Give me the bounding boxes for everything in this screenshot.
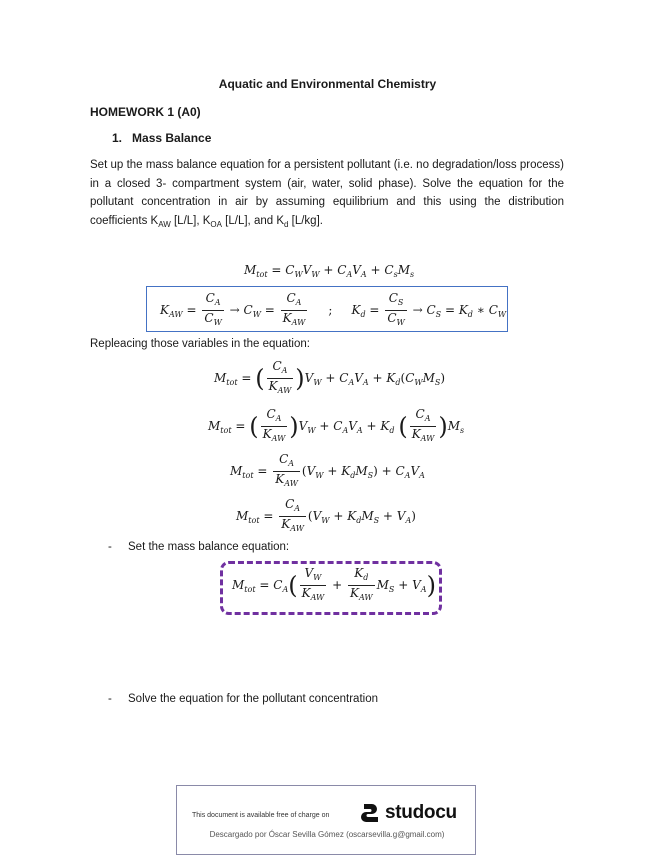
sub-aw: AW <box>158 219 171 229</box>
download-credit: Descargado por Óscar Sevilla Gómez (oscarsevilla.g@gmail.com) <box>209 830 445 839</box>
equation-step-3: $M_{tot}$ = $\frac{C_A}{K_{AW}}$ $(V_W + K_dM_S) + C_AV_A$ <box>230 452 425 488</box>
bullet-dash: - <box>108 541 112 553</box>
equation-step-4: $M_{tot}$ = $\frac{C_A}{K_{AW}}$ $(V_W + K_dM_S + V_A)$ <box>236 497 416 533</box>
equation-total-mass: $M_{tot} = C_WV_W + C_AV_A + C_sM_s$ <box>244 263 415 279</box>
equation-final: $M_{tot} = C_A$( $\frac{V_W}{K_{AW}}$ + $\frac{K_d}{K_{AW}}$ $M_S + V_A$) <box>232 566 436 602</box>
unit-text: [L/L], and K <box>221 214 284 227</box>
problem-statement <box>90 156 564 234</box>
equation-step-2: $M_{tot}$ = ( $\frac{C_A}{K_{AW}}$ )$V_W + C_AV_A + K_d$ ( $\frac{C_A}{K_{AW}}$ )$M_s$ <box>208 407 465 443</box>
section-title: Mass Balance <box>132 131 212 145</box>
section-number: 1. <box>112 131 123 145</box>
studocu-logo-icon <box>358 801 382 825</box>
bullet-mass-balance: Set the mass balance equation: <box>128 541 290 553</box>
studocu-logo-text: studocu <box>385 802 457 823</box>
bullet-dash: - <box>108 693 112 705</box>
sub-oa: OA <box>210 219 222 229</box>
problem-text: Set up the mass balance equation for a persistent pollutant (i.e. no degradation/loss process) in a closed 3- compartment system (air, water, solid phase). Solve the equation for the pollutant concentration in air by assuming equilibrium and this using the distribution coefficients K <box>90 159 564 227</box>
section-heading <box>112 131 211 145</box>
homework-heading: HOMEWORK 1 (A0) <box>90 105 201 119</box>
availability-text: This document is available free of charge on <box>192 812 330 819</box>
document-title: Aquatic and Environmental Chemistry <box>218 77 437 91</box>
sub-d: d <box>284 219 289 229</box>
replacing-text: Repleacing those variables in the equation: <box>90 338 310 350</box>
studocu-logo[interactable] <box>358 801 457 825</box>
equation-coefficients: $K_{AW}$ = $\frac{C_A}{C_W}$ → $C_W$ = $\frac{C_A}{K_{AW}}$ ; $K_d$ = $\frac{C_S}{C_W}$ → $C_S = K_d$ ∗ $C_W$ <box>160 291 507 327</box>
unit-text: [L/L], K <box>170 214 211 227</box>
unit-text: [L/kg]. <box>288 214 323 227</box>
equation-step-1: $M_{tot}$ = ( $\frac{C_A}{K_{AW}}$ )$V_W + C_AV_A + K_d(C_WM_S)$ <box>214 359 446 395</box>
bullet-solve: Solve the equation for the pollutant concentration <box>128 693 378 705</box>
